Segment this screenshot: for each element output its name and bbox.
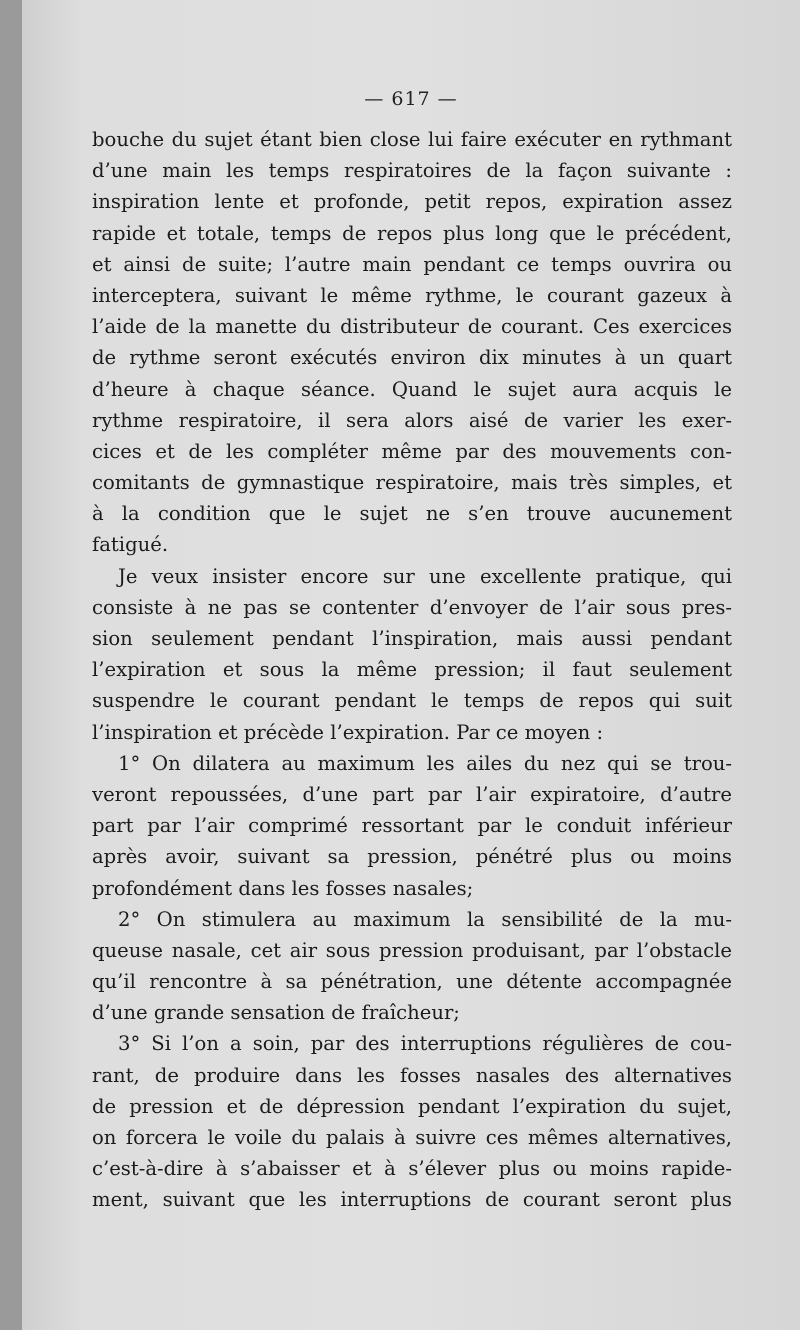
- text-line: consiste à ne pas se contenter d’envoyer de l’air sous pres-: [92, 595, 732, 619]
- text-line: queuse nasale, cet air sous pression produisant, par l’obstacle: [92, 938, 732, 962]
- text-line: d’une grande sensation de fraîcheur;: [92, 1001, 460, 1025]
- text-line: 1° On dilatera au maximum les ailes du nez qui se trou-: [118, 751, 732, 775]
- text-line: et ainsi de suite; l’autre main pendant ce temps ouvrira ou: [92, 252, 732, 276]
- text-line: profondément dans les fosses nasales;: [92, 876, 474, 900]
- text-line: interceptera, suivant le même rythme, le courant gazeux à: [92, 283, 732, 307]
- text-line: 3° Si l’on a soin, par des interruptions régulières de cou-: [118, 1032, 732, 1056]
- text-line: 2° On stimulera au maximum la sensibilité de la mu-: [118, 907, 732, 931]
- text-line: fatigué.: [92, 533, 169, 557]
- text-line: inspiration lente et profonde, petit repos, expiration assez: [92, 190, 732, 214]
- text-line: veront repoussées, d’une part par l’air expiratoire, d’autre: [92, 782, 732, 806]
- text-line: à la condition que le sujet ne s’en trouve aucunement: [92, 502, 732, 526]
- text-line: d’une main les temps respiratoires de la façon suivante :: [92, 159, 732, 183]
- text-line: l’aide de la manette du distributeur de courant. Ces exercices: [92, 315, 732, 339]
- text-line: qu’il rencontre à sa pénétration, une détente accompagnée: [92, 970, 732, 994]
- text-line: ment, suivant que les interruptions de courant seront plus: [92, 1188, 732, 1212]
- text-line: sion seulement pendant l’inspiration, mais aussi pendant: [92, 627, 732, 650]
- body-text: [92, 124, 732, 1216]
- text-line: rapide et totale, temps de repos plus long que le précédent,: [92, 221, 732, 245]
- text-line: comitants de gymnastique respiratoire, mais très simples, et: [92, 471, 732, 495]
- page-number: — 617 —: [364, 88, 458, 110]
- text-line: rythme respiratoire, il sera alors aisé de varier les exer-: [92, 408, 732, 432]
- text-line: cices et de les compléter même par des mouvements con-: [92, 439, 732, 463]
- text-line: l’expiration et sous la même pression; il faut seulement: [92, 658, 732, 682]
- text-line: d’heure à chaque séance. Quand le sujet aura acquis le: [92, 377, 732, 401]
- text-line: bouche du sujet étant bien close lui faire exécuter en rythmant: [92, 128, 732, 151]
- text-line: c’est-à-dire à s’abaisser et à s’élever plus ou moins rapide-: [92, 1157, 732, 1181]
- text-line: Je veux insister encore sur une excellente pratique, qui: [118, 564, 732, 588]
- text-line: de rythme seront exécutés environ dix minutes à un quart: [92, 346, 732, 370]
- text-line: suspendre le courant pendant le temps de repos qui suit: [92, 689, 732, 713]
- text-line: on forcera le voile du palais à suivre ces mêmes alternatives,: [92, 1126, 732, 1149]
- text-line: après avoir, suivant sa pression, pénétré plus ou moins: [92, 845, 732, 869]
- book-page: [22, 0, 800, 1330]
- text-line: de pression et de dépression pendant l’expiration du sujet,: [92, 1094, 732, 1118]
- text-line: part par l’air comprimé ressortant par le conduit inférieur: [92, 814, 732, 838]
- text-line: l’inspiration et précède l’expiration. Par ce moyen :: [92, 720, 604, 744]
- text-line: rant, de produire dans les fosses nasales des alternatives: [92, 1063, 732, 1087]
